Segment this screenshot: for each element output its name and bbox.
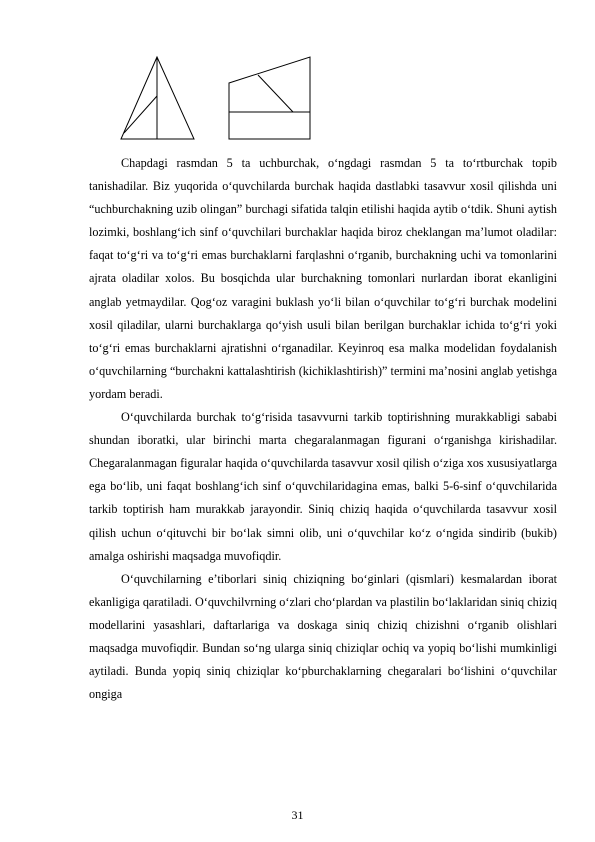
quadrilateral-figure [229, 57, 310, 139]
body-text [89, 152, 557, 706]
paragraph-3: O‘quvchilarning e’tiborlari siniq chiziqning bo‘ginlari (qismlari) kesmalardan iborat ekanligiga qaratiladi. O‘quvchilvrning o‘zlari cho‘plardan va plastilin bo‘laklaridan siniq chiziq modellarini yasashlari, daftarlariga va doskaga siniq chiziq chizishni o‘rganib olishlari maqsadga muvofiqdir. Bundan so‘ng ularga siniq chiziqlar ochiq va yopiq bo‘lishi mumkinligi aytiladi. Bunda yopiq siniq chiziqlar ko‘pburchaklarning chegaralari bo‘lishini o‘quvchilar ongiga [89, 571, 557, 702]
figure-drawing [118, 54, 318, 144]
paragraph-2: O‘quvchilarda burchak to‘g‘risida tasavvurni tarkib toptirishning murakkabligi sababi shundan iboratki, ular birinchi marta chegaralanmagan figurani o‘rganishga kirishadilar. Chegaralanmagan figuralar haqida o‘quvchilarda tasavvur xosil qilish o‘ziga xos xususiyatlarga ega bo‘lib, uni faqat boshlang‘ich sinf o‘quvchilaridagina emas, balki 5-6-sinf o‘quvchilarida tarkib toptirish ham murakkab jarayondir. Siniq chiziq haqida o‘quvchilarda tasavvur xosil qilish uchun o‘qituvchi bir bo‘lak simni olib, uni o‘quvchilar ko‘z o‘ngida sindirib (bukib) amalga oshirishi maqsadga muvofiqdir. [89, 410, 557, 563]
quadrilateral-diagonal-segment [258, 75, 293, 112]
page-number: 31 [291, 808, 304, 822]
geometry-figure [118, 54, 318, 144]
triangle-inner-segment [124, 96, 157, 133]
paragraph-1: Chapdagi rasmdan 5 ta uchburchak, o‘ngdagi rasmdan 5 ta to‘rtburchak topib tanishadilar. Biz yuqorida o‘quvchilarda burchak haqida dastlabki tasavvur xosil qilishda uni “uchburchakning uzib olingan” burchagi sifatida talqin etilishi haqida aytib o‘tdik. Shuni aytish lozimki, boshlang‘ich sinf o‘quvchilari burchaklar haqida biroz cheklangan ma’lumot oladilar: faqat to‘g‘ri va to‘g‘ri emas burchaklarni farqlashni o‘rganib, burchakning uchi va tomonlarini ajrata oladilar xolos. Bu bosqichda ular burchakning tomonlari nurlardan iborat ekanligini anglab yetmaydilar. Qog‘oz varagini buklash yo‘li bilan o‘quvchilar to‘g‘ri burchak modelini xosil qiladilar, ularni burchaklarga qo‘yish usuli bilan berilgan burchaklar ichida to‘g‘ri yoki to‘g‘ri emas burchaklarni ajratishni o‘rganadilar. Keyinroq esa malka modelidan foydalanish o‘quvchilarning “burchakni kattalashtirish (kichiklashtirish)” termini ma’nosini anglab yetishga yordam beradi. [89, 156, 557, 401]
